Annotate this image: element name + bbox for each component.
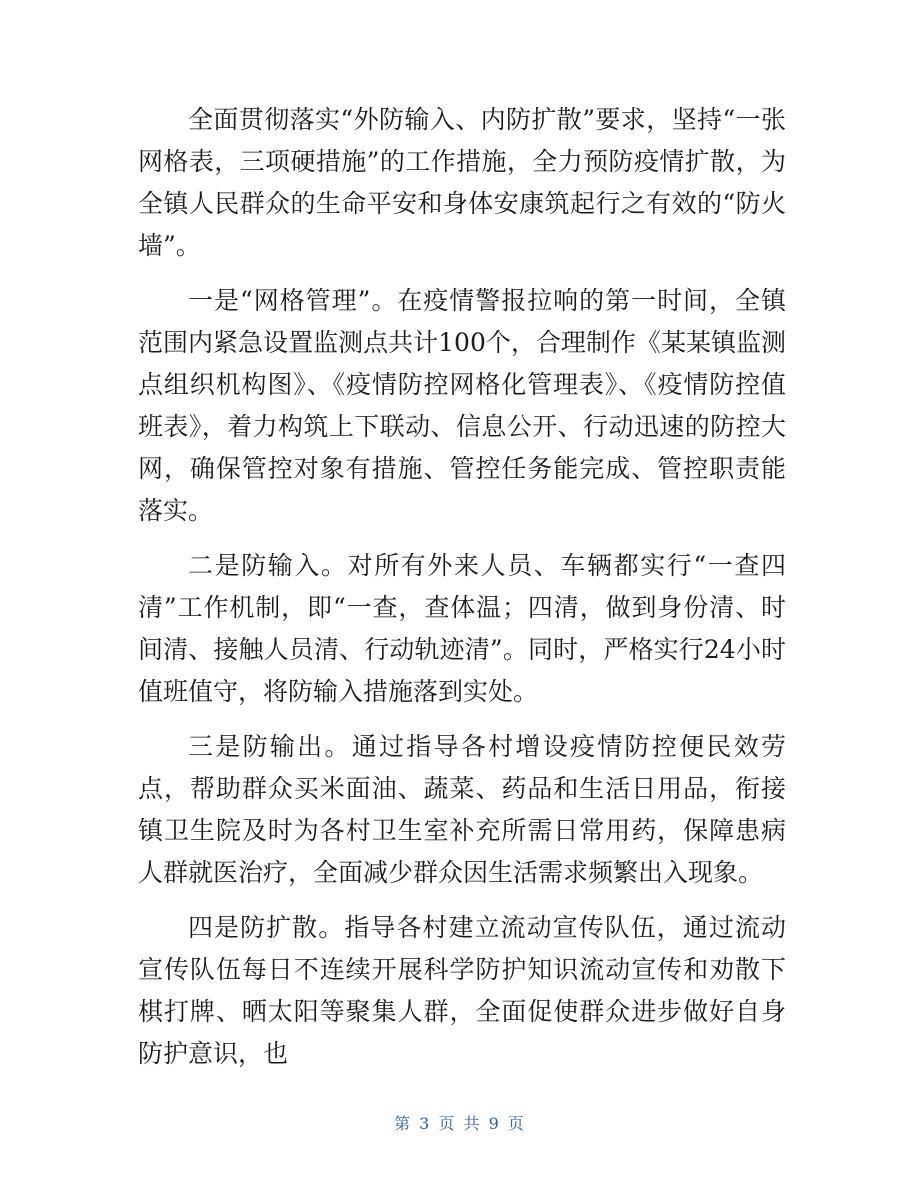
paragraph-grid-management: 一是“网格管理”。在疫情警报拉响的第一时间，全镇范围内紧急设置监测点共计100个，合理制作《某某镇监测点组织机构图》、《疫情防控网格化管理表》、《疫情防控值班表》，着力构筑上下联动、信息公开、行动迅速的防控大网，确保管控对象有措施、管控任务能完成、管控职责能落实。: [138, 286, 786, 525]
paragraph-prevent-spread: 四是防扩散。指导各村建立流动宣传队伍，通过流动宣传队伍每日不连续开展科学防护知识流动宣传和劝散下棋打牌、晒太阳等聚集人群，全面促使群众进步做好自身防护意识，也: [138, 913, 786, 1068]
paragraph-prevent-input: 二是防输入。对所有外来人员、车辆都实行“一查四清”工作机制，即“一查，查体温；四清，做到身份清、时间清、接触人员清、行动轨迹清”。同时，严格实行24小时值班值守，将防输入措施落到实处。: [138, 551, 786, 706]
paragraph-intro: 全面贯彻落实“外防输入、内防扩散”要求，坚持“一张网格表，三项硬措施”的工作措施，全力预防疫情扩散，为全镇人民群众的生命平安和身体安康筑起行之有效的“防火墙”。: [138, 105, 786, 260]
page-number-footer: 第 3 页 共 9 页: [394, 1114, 526, 1133]
document-body: [138, 99, 786, 1088]
paragraph-prevent-output: 三是防输出。通过指导各村增设疫情防控便民效劳点，帮助群众买米面油、蔬菜、药品和生活日用品，衔接镇卫生院及时为各村卫生室补充所需日常用药，保障患病人群就医治疗，全面减少群众因生活需求频繁出入现象。: [138, 732, 786, 887]
